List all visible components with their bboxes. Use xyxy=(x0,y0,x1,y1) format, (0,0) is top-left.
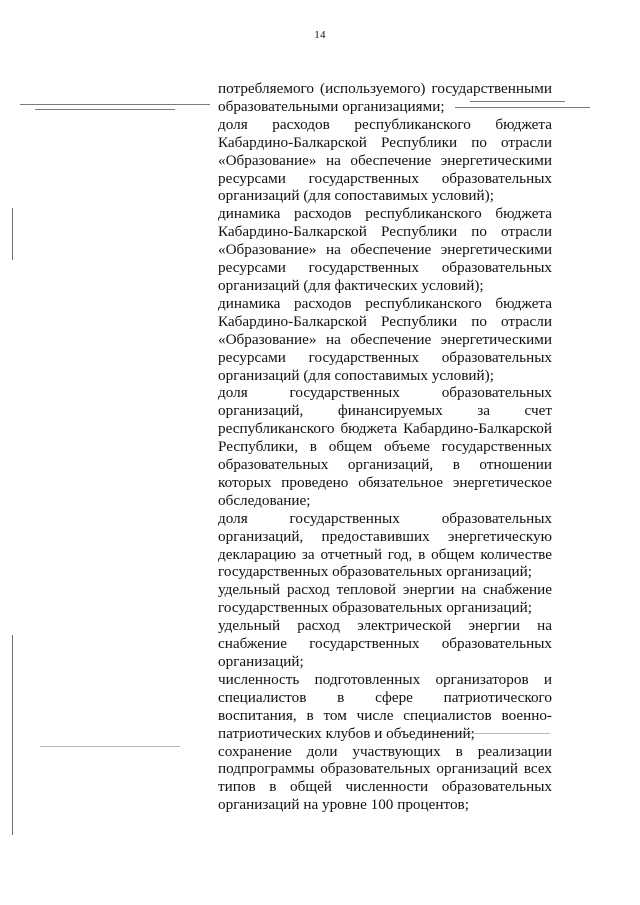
scan-artifact-line xyxy=(35,109,175,110)
scan-edge-mark xyxy=(12,635,13,835)
paragraph: удельный расход электрической энергии на снабжение государственных образовательных организаций; xyxy=(218,617,552,670)
paragraph: численность подготовленных организаторов и специалистов в сфере патриотического воспитания, в том числе специалистов военно-патриотических клубов и объединений; xyxy=(218,670,552,742)
document-body xyxy=(218,80,552,814)
paragraph: сохранение доли участвующих в реализации подпрограммы образовательных организаций всех типов в общей численности образовательных организаций на уровне 100 процентов; xyxy=(218,742,552,814)
paragraph: доля расходов республиканского бюджета Кабардино-Балкарской Республики по отрасли «Образование» на обеспечение энергетическими ресурсами государственных образовательных организаций (для сопоставимых условий); xyxy=(218,115,552,205)
scan-artifact-line xyxy=(40,746,180,747)
scan-edge-mark xyxy=(12,208,13,260)
paragraph: доля государственных образовательных организаций, предоставивших энергетическую декларацию за отчетный год, в общем количестве государственных образовательных организаций; xyxy=(218,509,552,581)
page-number: 14 xyxy=(314,29,326,41)
paragraph: потребляемого (используемого) государственными образовательными организациями; xyxy=(218,80,552,115)
paragraph: динамика расходов республиканского бюджета Кабардино-Балкарской Республики по отрасли «Образование» на обеспечение энергетическими ресурсами государственных образовательных организаций (для фактических условий); xyxy=(218,205,552,294)
paragraph: удельный расход тепловой энергии на снабжение государственных образовательных организаций; xyxy=(218,581,552,617)
paragraph: динамика расходов республиканского бюджета Кабардино-Балкарской Республики по отрасли «Образование» на обеспечение энергетическими ресурсами государственных образовательных организаций (для сопоставимых условий); xyxy=(218,294,552,384)
scan-artifact-line xyxy=(20,104,210,105)
paragraph: доля государственных образовательных организаций, финансируемых за счет республиканского бюджета Кабардино-Балкарской Республики, в общем объеме государственных образовательных организаций, в отношении которых проведено обязательное энергетическое обследование; xyxy=(218,384,552,509)
